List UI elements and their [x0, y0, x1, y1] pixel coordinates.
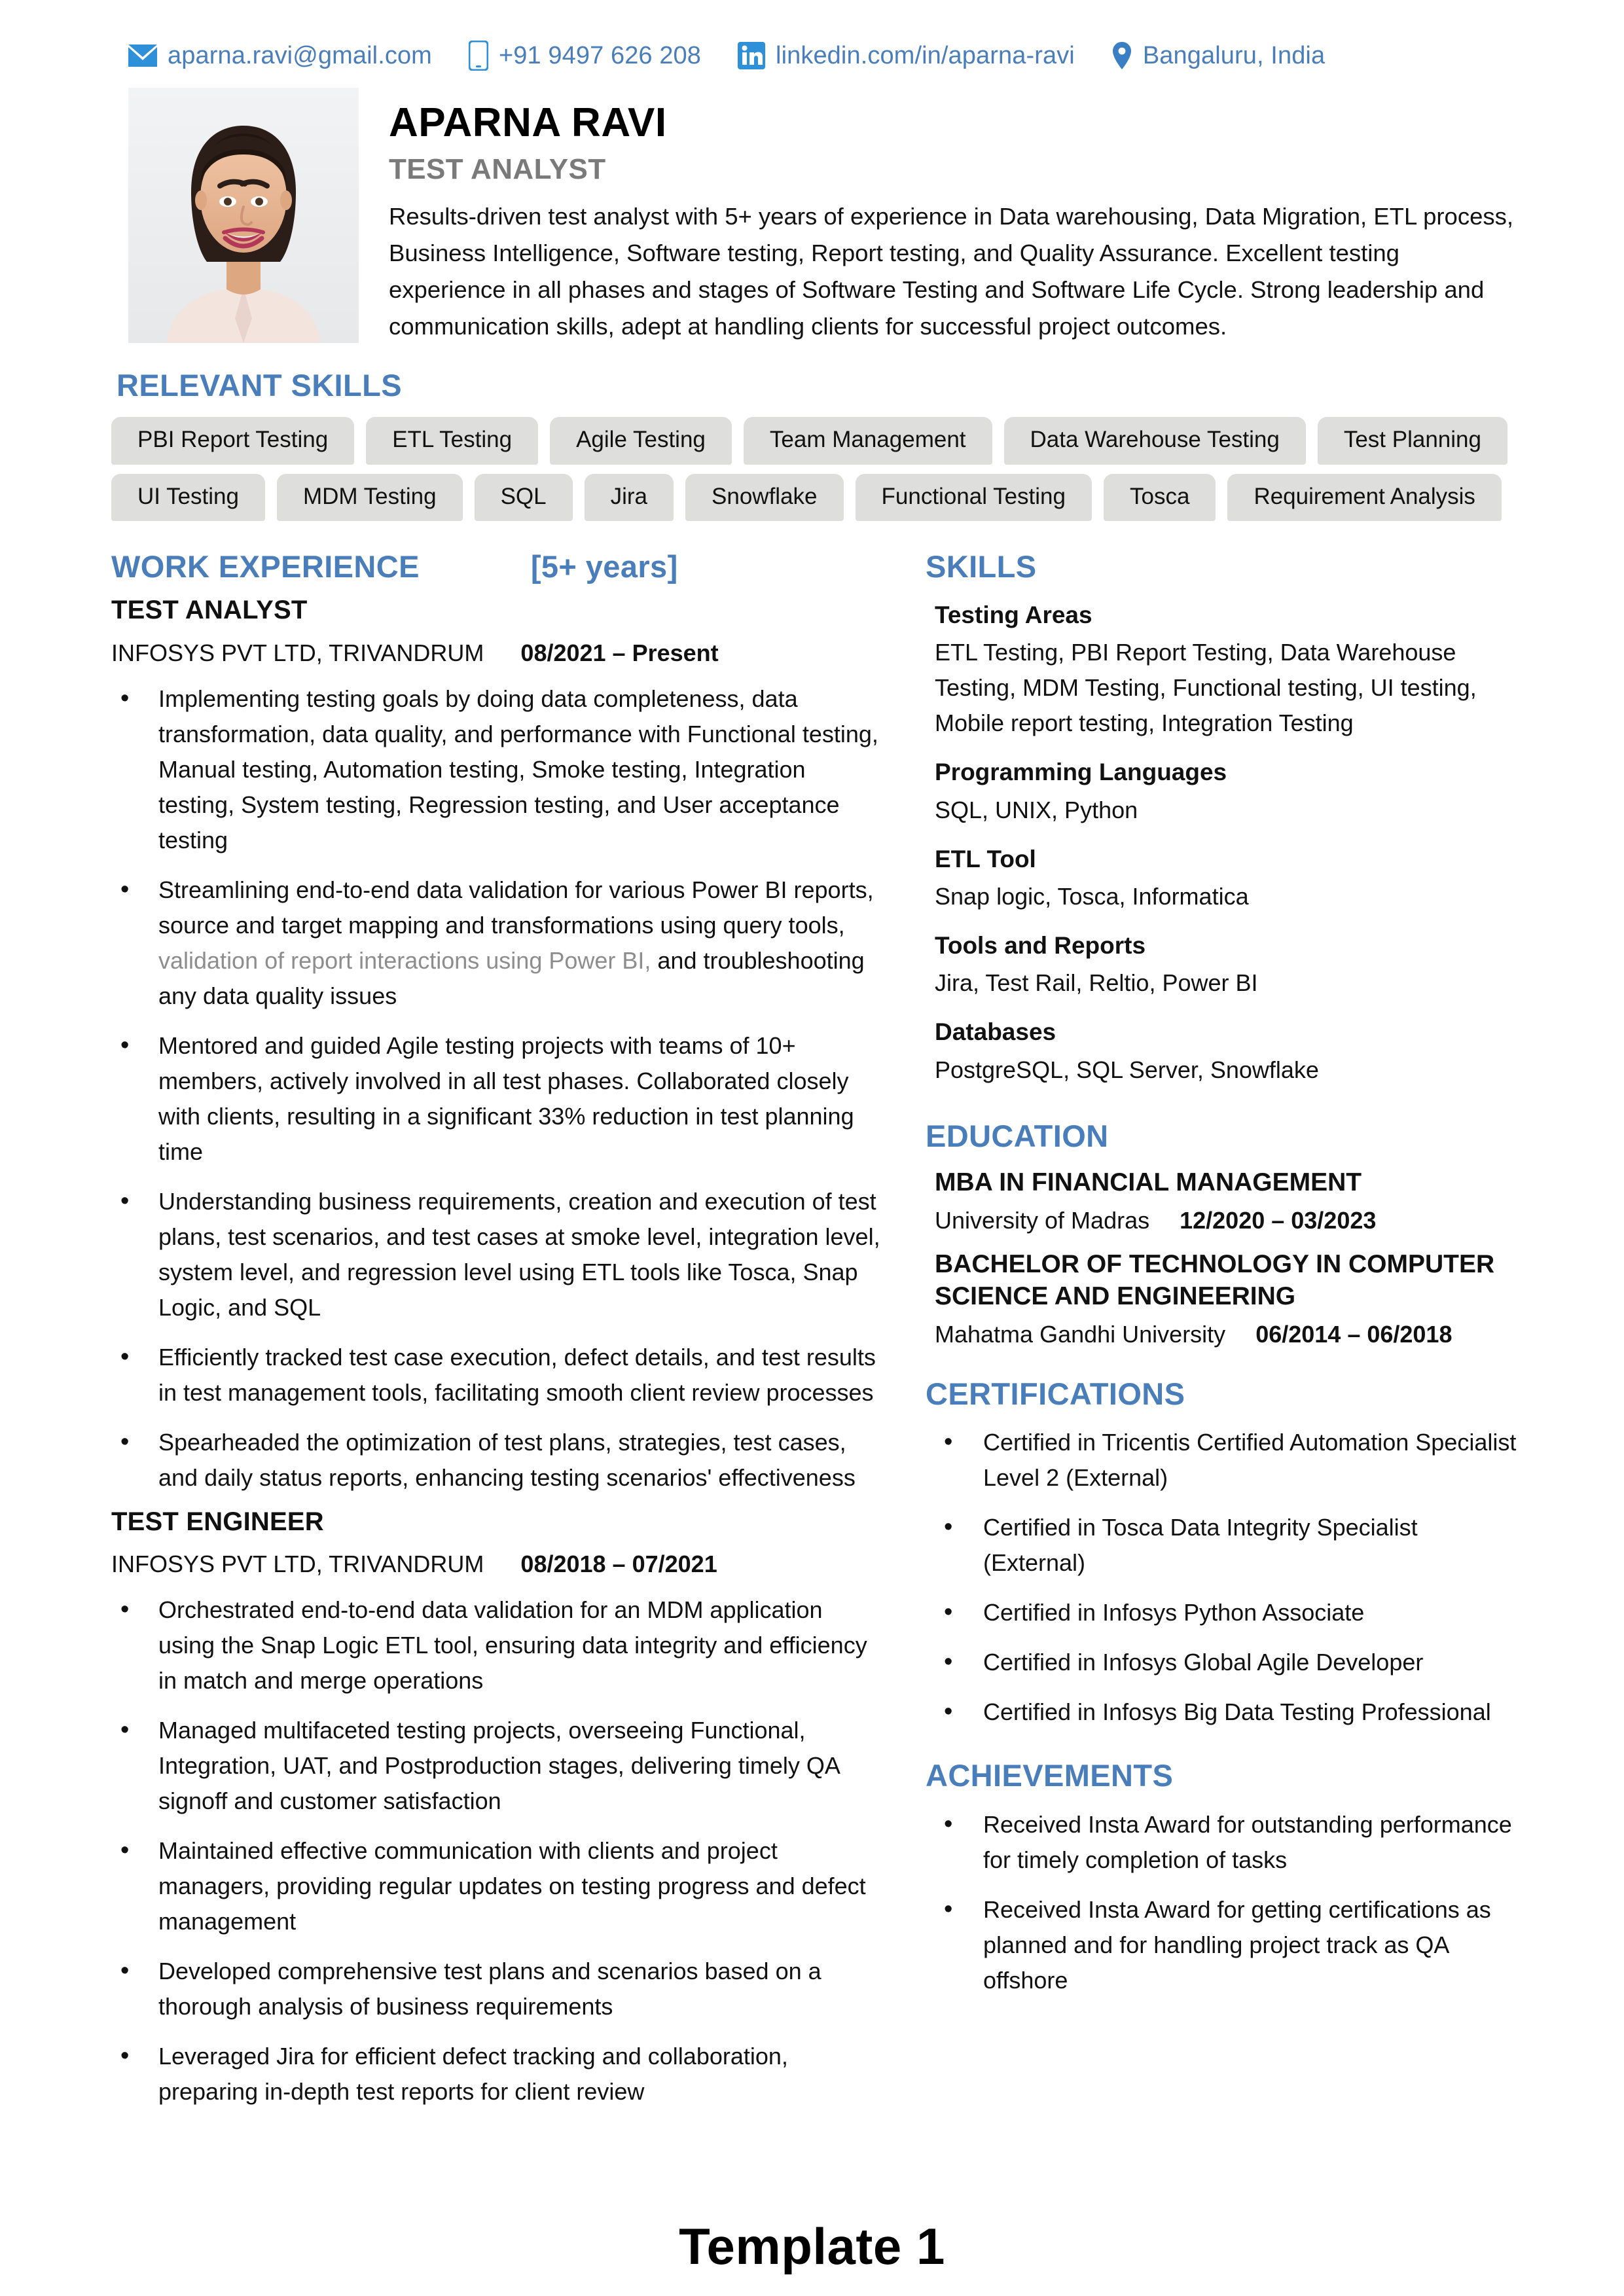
- education-dates: 12/2020 – 03/2023: [1180, 1207, 1377, 1234]
- bullet-text-post: and troubleshooting any data quality issues: [158, 946, 865, 1009]
- skills-group-value: Snap logic, Tosca, Informatica: [935, 883, 1249, 910]
- skill-chip: UI Testing: [111, 474, 265, 522]
- job-dates: 08/2018 – 07/2021: [520, 1551, 717, 1578]
- certification-item: • Certified in Infosys Global Agile Developer: [935, 1645, 1519, 1680]
- linkedin-icon: [738, 42, 765, 69]
- achievement-item: • Received Insta Award for getting certifications as planned and for handling project track as QA offshore: [935, 1892, 1519, 1998]
- education-degree: MBA IN FINANCIAL MANAGEMENT: [935, 1168, 1362, 1197]
- education-school: Mahatma Gandhi University: [935, 1320, 1226, 1348]
- experience-bullet: • Implementing testing goals by doing data completeness, data transformation, data quality, and performance with Functional testing, Manual testing, Automation testing, Smoke testing, Integration testing, System testing, Regression testing, and User acceptance testing: [111, 681, 881, 858]
- contact-email-label: aparna.ravi@gmail.com: [168, 42, 432, 69]
- skills-group-value: Jira, Test Rail, Reltio, Power BI: [935, 969, 1258, 997]
- education-heading: EDUCATION: [926, 1118, 1109, 1153]
- relevant-skills-chip-list: [105, 417, 1519, 521]
- achievement-item: • Received Insta Award for outstanding performance for timely completion of tasks: [935, 1807, 1519, 1878]
- contact-location[interactable]: [1111, 41, 1325, 70]
- skills-group-label: ETL Tool: [935, 845, 1036, 872]
- professional-summary: Results-driven test analyst with 5+ years of experience in Data warehousing, Data Migration, ETL process, Business Intelligence, Software testing, Report testing, and Quality Assurance. Excellent testing experience in all phases and stages of Software Testing and Software Life Cycle. Strong leadership and communication skills, adept at handling clients for successful project outcomes.: [389, 202, 1514, 340]
- skills-group: [926, 601, 1519, 741]
- skills-group-value: ETL Testing, PBI Report Testing, Data Warehouse Testing, MDM Testing, Functional testing, UI testing, Mobile report testing, Integration Testing: [935, 639, 1477, 737]
- skills-group-label: Tools and Reports: [935, 932, 1146, 960]
- contact-location-label: Bangaluru, India: [1142, 42, 1326, 69]
- skills-group-list: [926, 601, 1519, 1088]
- experience-bullet: • Efficiently tracked test case execution, defect details, and test results in test management tools, facilitating smooth client review processes: [111, 1340, 881, 1410]
- page-title: APARNA RAVI: [389, 100, 667, 145]
- identity-block: [105, 88, 1519, 345]
- skills-group: [926, 845, 1519, 914]
- skill-chip: Team Management: [744, 417, 992, 465]
- footer-template-label: Template 1: [679, 2217, 945, 2275]
- experience-bullet: • Developed comprehensive test plans and scenarios based on a thorough analysis of business requirements: [111, 1954, 881, 2024]
- skill-chip: Jira: [585, 474, 674, 522]
- skill-chip: Functional Testing: [856, 474, 1092, 522]
- contact-bar: [105, 0, 1519, 88]
- location-pin-icon: [1111, 41, 1132, 70]
- certification-item: • Certified in Tosca Data Integrity Specialist (External): [935, 1510, 1519, 1581]
- job-bullet-list: [111, 1592, 881, 2109]
- certification-item: • Certified in Infosys Python Associate: [935, 1595, 1519, 1630]
- achievement-list: [926, 1807, 1519, 1998]
- job-company: INFOSYS PVT LTD, TRIVANDRUM: [111, 1551, 484, 1578]
- contact-phone-label: +91 9497 626 208: [498, 42, 702, 69]
- skill-chip: PBI Report Testing: [111, 417, 354, 465]
- job-dates: 08/2021 – Present: [520, 639, 719, 666]
- experience-bullet: • Mentored and guided Agile testing projects with teams of 10+ members, actively involved in all test phases. Collaborated closely with clients, resulting in a significant 33% reduction in test planning time: [111, 1028, 881, 1170]
- avatar: [128, 88, 359, 343]
- skill-chip: Agile Testing: [550, 417, 732, 465]
- education-dates: 06/2014 – 06/2018: [1255, 1320, 1453, 1348]
- body-columns: [105, 550, 1519, 2109]
- job-company-row: [111, 639, 881, 667]
- job-entry: [111, 596, 881, 1496]
- experience-bullet: [111, 872, 881, 1014]
- skills-group-value: SQL, UNIX, Python: [935, 796, 1138, 823]
- job-entry: [111, 1507, 881, 2110]
- skill-chip: Data Warehouse Testing: [1004, 417, 1306, 465]
- certification-item: • Certified in Tricentis Certified Automation Specialist Level 2 (External): [935, 1425, 1519, 1496]
- contact-phone[interactable]: [469, 41, 701, 71]
- experience-bullet: • Orchestrated end-to-end data validation for an MDM application using the Snap Logic ETL tool, ensuring data integrity and efficiency in match and merge operations: [111, 1592, 881, 1698]
- contact-linkedin-label: linkedin.com/in/aparna-ravi: [776, 42, 1075, 69]
- education-school-row: [926, 1321, 1519, 1348]
- skills-group: [926, 1018, 1519, 1087]
- skills-group-label: Programming Languages: [935, 759, 1227, 786]
- experience-bullet: • Maintained effective communication with clients and project managers, providing regular updates on testing progress and defect management: [111, 1833, 881, 1939]
- job-role: TEST ENGINEER: [111, 1507, 324, 1536]
- contact-email[interactable]: [128, 43, 432, 68]
- skill-chip: Snowflake: [685, 474, 843, 522]
- experience-bullet: • Leveraged Jira for efficient defect tracking and collaboration, preparing in-depth test reports for client review: [111, 2039, 881, 2109]
- experience-bullet: • Spearheaded the optimization of test plans, strategies, test cases, and daily status reports, enhancing testing scenarios' effectiveness: [111, 1425, 881, 1496]
- bullet-text-muted: validation of report interactions using Power BI,: [158, 946, 651, 974]
- skill-chip: Tosca: [1104, 474, 1216, 522]
- education-list: [926, 1167, 1519, 1348]
- job-company: INFOSYS PVT LTD, TRIVANDRUM: [111, 639, 484, 666]
- work-experience-heading: WORK EXPERIENCE: [111, 549, 420, 584]
- skill-chip: SQL: [475, 474, 573, 522]
- left-column: [111, 550, 881, 2109]
- achievements-heading: ACHIEVEMENTS: [926, 1758, 1174, 1793]
- skill-chip: Test Planning: [1318, 417, 1507, 465]
- skills-group-label: Databases: [935, 1018, 1056, 1046]
- job-title: TEST ANALYST: [389, 153, 606, 186]
- education-entry: [926, 1167, 1519, 1234]
- certifications-heading: CERTIFICATIONS: [926, 1376, 1185, 1411]
- bullet-text-pre: Streamlining end-to-end data validation for various Power BI reports, source and target mapping and transformations using query tools,: [158, 876, 874, 939]
- skills-group: [926, 758, 1519, 827]
- skills-group-value: PostgreSQL, SQL Server, Snowflake: [935, 1056, 1319, 1083]
- contact-linkedin[interactable]: [738, 42, 1075, 69]
- job-list: [111, 596, 881, 2110]
- experience-bullet: • Managed multifaceted testing projects, overseeing Functional, Integration, UAT, and Postproduction stages, delivering timely QA signoff and customer satisfaction: [111, 1713, 881, 1819]
- years-badge: [5+ years]: [530, 549, 678, 584]
- identity-text: [389, 88, 1519, 345]
- certification-item: • Certified in Infosys Big Data Testing Professional: [935, 1695, 1519, 1730]
- job-company-row: [111, 1551, 881, 1578]
- relevant-skills-heading: RELEVANT SKILLS: [117, 368, 402, 403]
- phone-icon: [469, 41, 488, 71]
- education-school-row: [926, 1207, 1519, 1234]
- skills-heading: SKILLS: [926, 549, 1037, 584]
- certification-list: [926, 1425, 1519, 1730]
- skill-chip: ETL Testing: [366, 417, 538, 465]
- education-school: University of Madras: [935, 1207, 1150, 1234]
- skills-group-label: Testing Areas: [935, 601, 1092, 628]
- skill-chip: MDM Testing: [277, 474, 463, 522]
- education-degree: BACHELOR OF TECHNOLOGY IN COMPUTER SCIENCE AND ENGINEERING: [935, 1250, 1495, 1310]
- skill-chip: Requirement Analysis: [1227, 474, 1502, 522]
- email-icon: [128, 45, 157, 67]
- education-entry: [926, 1249, 1519, 1348]
- job-role: TEST ANALYST: [111, 595, 308, 624]
- skills-group: [926, 931, 1519, 1001]
- job-bullet-list: [111, 681, 881, 1496]
- right-column: [916, 550, 1519, 2109]
- experience-bullet: • Understanding business requirements, creation and execution of test plans, test scenarios, and test cases at smoke level, integration level, system level, and regression level using ETL tools like Tosca, Snap Logic, and SQL: [111, 1184, 881, 1325]
- work-experience-header-row: [111, 550, 881, 584]
